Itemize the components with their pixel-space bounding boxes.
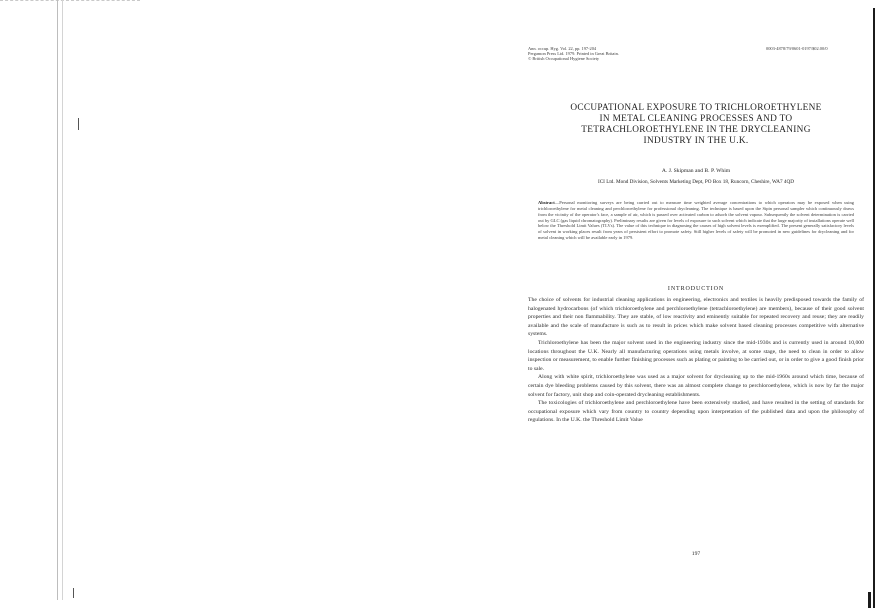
paragraph: Trichloroethylene has been the major solvent used in the engineering industry since the mid-1930s and is currently used in around 10,000 locations throughout the U.K. Nearly all manufacturing operations using metals involve, at some stage, the need to clean in order to allow inspection or measurement, to enable further finishing processes such as plating or painting to be carried out, or in order to give a good finish prior to sale. (528, 339, 864, 372)
affiliation: ICI Ltd. Mond Division, Solvents Marketing Dept, PO Box 18, Runcorn, Cheshire, WA7 4QD (597, 179, 794, 185)
paragraph: The toxicologies of trichloroethylene and perchloroethylene have been extensively studied, and have resulted in the setting of standards for occupational exposure which vary from country to country depending upon interpretation of the published data and upon the philosophy of regulations. In the U.K. the Threshold Limit Value (528, 400, 864, 424)
paragraph: The choice of solvents for industrial cleaning applications in engineering, electronics and textiles is heavily predisposed towards the family of halogenated hydrocarbons (of which trichloroethylene and perchloroethylene (tetrachloroethylene) are members), because of their good solvent properties and their non flammability. They are stable, of low reactivity and eminently suitable for repeated recovery and reuse; they are readily available and the scale of manufacture is such as to result in prices which make solvent based cleaning processes competitive with alternative systems. (528, 297, 864, 338)
right-page-edge-foot (868, 592, 871, 608)
title-line: INDUSTRY IN THE U.K. (643, 136, 749, 146)
paper-title (528, 103, 864, 147)
left-page-mark (78, 118, 79, 130)
body-text (528, 296, 864, 425)
citation-line: Pergamon Press Ltd. 1979. Printed in Great Britain. (528, 51, 619, 57)
scan-edge-top (0, 0, 140, 3)
page-number: 197 (691, 551, 701, 557)
abstract-label: Abstract (538, 200, 555, 205)
title-line: TETRACHLOROETHYLENE IN THE DRYCLEANING (581, 125, 811, 135)
journal-citation (528, 46, 688, 62)
issn-code: 0003-4878/79/0601-0197/$02.00/0 (766, 46, 828, 51)
abstract-text: —Personal monitoring surveys are being carried out to measure time weighted average concentrations to which operators may be exposed when using trichloroethylene for metal cleaning and perchloroethylene for professional drycleaning. The technique is based upon the Sipin personal sampler which continuously draws from the vicinity of the operator's face, a sample of air, which is passed over activated carbon to adsorb the solvent vapour. Subsequently the solvent determination is carried out by GLC (gas liquid chromatography). Preliminary results are given for levels of exposure to such solvent which indicate that the large majority of installations operate well below the Threshold Limit Values (TLVs). The value of this technique in diagnosing the causes of high solvent levels is exemplified. The present generally satisfactory levels of solvent in working places result from years of persistent effort to promote safety. Still higher levels of safety will be promoted in new guidelines for drycleaning and for metal cleaning which will be available early in 1979. (538, 200, 854, 241)
left-page-gutter-inner (62, 0, 63, 600)
section-heading: INTRODUCTION (667, 286, 725, 292)
authors: A. J. Skipman and B. P. Whim (661, 168, 731, 174)
paragraph: Along with white spirit, trichloroethylene was used as a major solvent for drycleaning up to the mid-1960s around which time, because of certain dye bleeding problems caused by this solvent, there was an almost complete change to perchloroethylene, which is now by far the major solvent for factory, unit shop and coin-operated drycleaning establishments. (528, 374, 864, 398)
citation-line: © British Occupational Hygiene Society (528, 56, 600, 62)
abstract (538, 200, 854, 241)
title-line: IN METAL CLEANING PROCESSES AND TO (599, 114, 793, 124)
left-page-gutter (57, 0, 58, 600)
citation-line: Ann. occup. Hyg. Vol. 22, pp. 197-204 (528, 46, 597, 51)
left-page-mark (73, 588, 74, 598)
title-line: OCCUPATIONAL EXPOSURE TO TRICHLOROETHYLENE (570, 103, 822, 113)
right-page-edge (873, 8, 875, 608)
